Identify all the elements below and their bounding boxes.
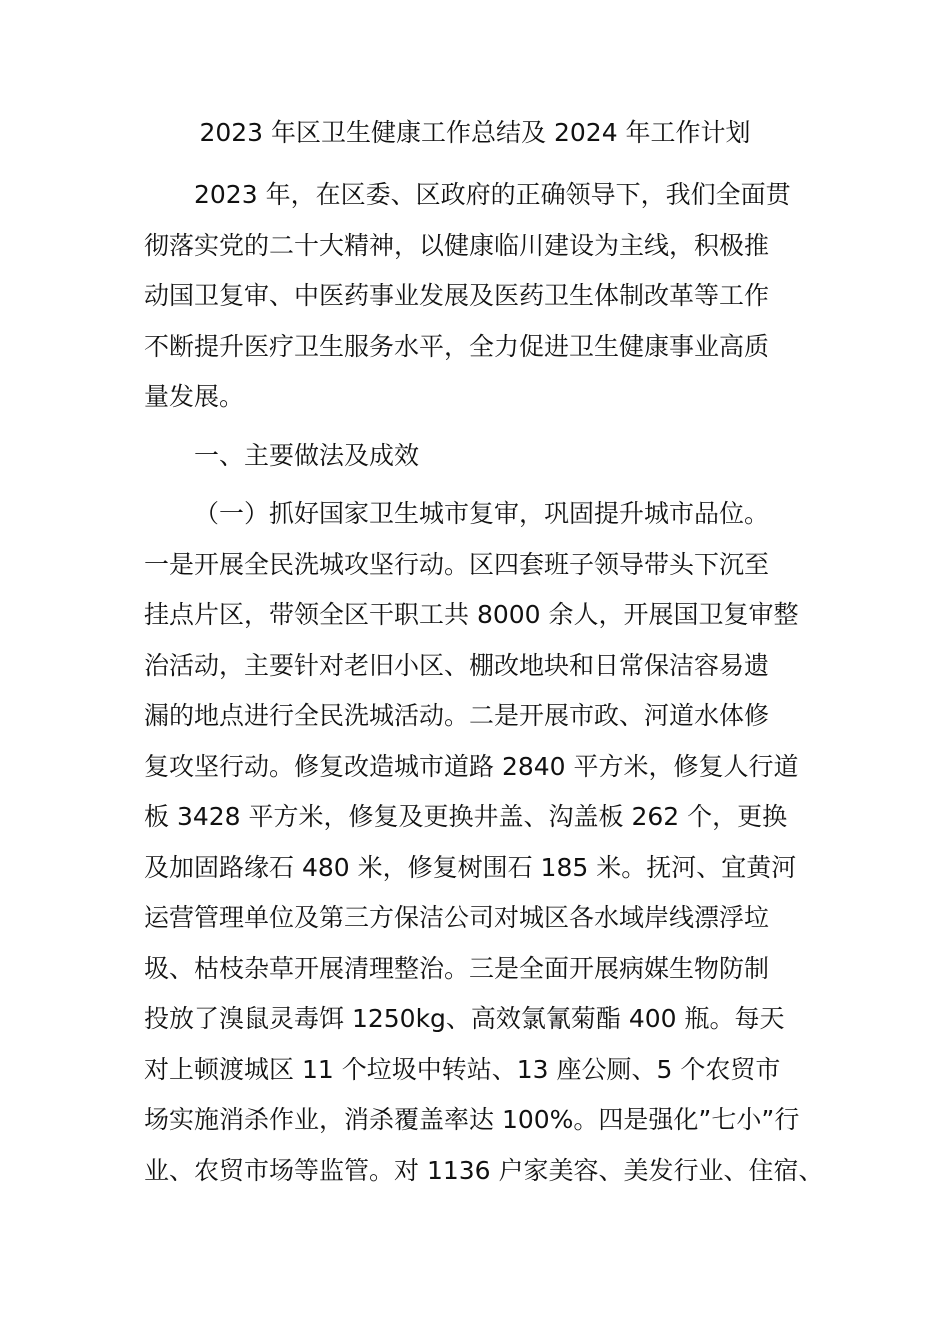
paragraph-line: 对上顿渡城区 11 个垃圾中转站、13 座公厕、5 个农贸市 — [144, 1054, 781, 1084]
paragraph-line: 动国卫复审、中医药事业发展及医药卫生体制改革等工作 — [144, 281, 770, 310]
paragraph-line: 及加固路缘石 480 米，修复树围石 185 米。抚河、宜黄河 — [144, 852, 797, 882]
paragraph-line: 投放了溴鼠灵毒饵 1250kg、高效氯氰菊酯 400 瓶。每天 — [144, 1004, 785, 1033]
paragraph-line: 运营管理单位及第三方保洁公司对城区各水域岸线漂浮垃 — [144, 903, 770, 932]
paragraph-line: 场实施消杀作业，消杀覆盖率达 100%。四是强化”七小”行 — [144, 1105, 800, 1134]
paragraph-line: 业、农贸市场等监管。对 1136 户家美容、美发行业、住宿、 — [144, 1155, 824, 1185]
paragraph-line: 不断提升医疗卫生服务水平，全力促进卫生健康事业高质 — [144, 331, 770, 361]
paragraph-line: 漏的地点进行全民洗城活动。二是开展市政、河道水体修 — [144, 701, 770, 730]
subsection-heading: （一）抓好国家卫生城市复审，巩固提升城市品位。 — [194, 499, 770, 528]
paragraph-line: 彻落实党的二十大精神，以健康临川建设为主线，积极推 — [144, 230, 770, 260]
document-title: 2023 年区卫生健康工作总结及 2024 年工作计划 — [199, 118, 751, 147]
paragraph-line: 挂点片区，带领全区干职工共 8000 余人，开展国卫复审整 — [144, 600, 799, 629]
document-body — [144, 170, 824, 1196]
paragraph-line: 一是开展全民洗城攻坚行动。区四套班子领导带头下沉至 — [144, 549, 770, 579]
paragraph-line: 量发展。 — [144, 382, 245, 411]
paragraph-line: 复攻坚行动。修复改造城市道路 2840 平方米，修复人行道 — [144, 751, 799, 781]
paragraph-line: 治活动，主要针对老旧小区、棚改地块和日常保洁容易遗 — [144, 650, 770, 680]
section-heading: 一、主要做法及成效 — [194, 440, 420, 470]
paragraph-line: 2023 年，在区委、区政府的正确领导下，我们全面贯 — [194, 180, 791, 209]
paragraph-line: 板 3428 平方米，修复及更换井盖、沟盖板 262 个，更换 — [144, 802, 788, 831]
paragraph-line: 圾、枯枝杂草开展清理整治。三是全面开展病媒生物防制 — [144, 953, 770, 983]
